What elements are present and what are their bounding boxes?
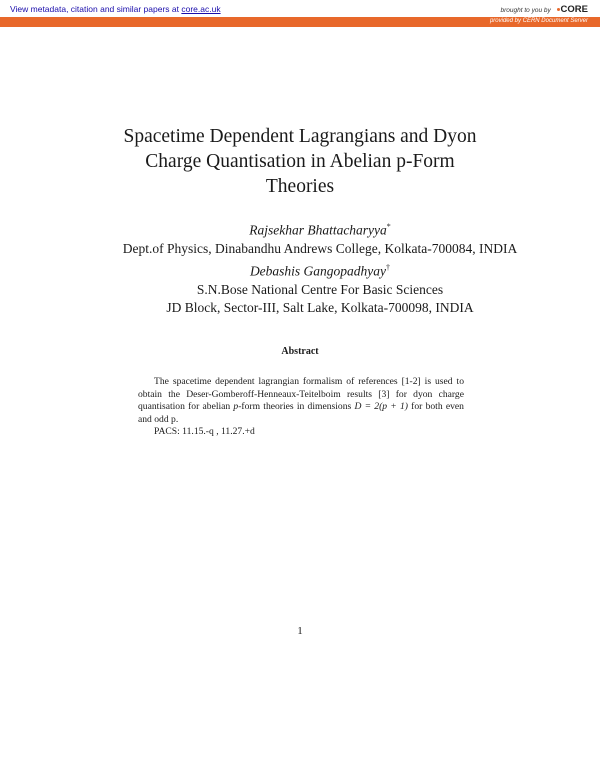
author-1 [60,218,580,240]
abstract-formula: D = 2(p + 1) [354,401,408,413]
core-logo[interactable] [557,4,588,15]
paper-title [100,124,500,199]
abstract-math-p: p [233,401,239,413]
abstract-text: The spacetime dependent lagrangian formalism of references [1-2] is used to obtain the Deser-Gomberoff-Henneaux-Teitelboim results [3] for dyon charge quantisation for abelian [138,376,464,413]
author-block [60,218,580,318]
core-metadata-link[interactable] [10,4,221,14]
author-mark: † [386,262,391,272]
affiliation-line: Dept.of Physics, Dinabandhu Andrews College, Kolkata-700084, INDIA [122,241,518,256]
core-logo-icon [557,8,560,11]
brought-by-text: brought to you by [500,7,551,14]
brought-to-you-by [501,4,589,15]
author-name: Debashis Gangopadhyay [249,263,387,278]
page-number: 1 [297,625,303,637]
author-name: Rajsekhar Bhattacharyya [249,222,387,238]
abstract-paragraph [138,376,464,426]
abstract-text: -form theories in dimensions [238,401,355,413]
pacs-line: PACS: 11.15.-q , 11.27.+d [154,426,255,438]
title-line: Charge Quantisation in Abelian p-Form [145,151,455,172]
provided-by-text: provided by CERN Document Server [489,18,588,24]
core-logo-text: CORE [560,4,588,15]
title-line: Theories [265,176,335,197]
author-mark: * [386,222,391,231]
affiliation-line: JD Block, Sector-III, Salt Lake, Kolkata-700098, INDIA [166,300,474,315]
core-banner [0,0,600,17]
abstract-text: for both even and odd p. [138,401,464,425]
author-2 [60,259,580,281]
core-link-prefix: View metadata, citation and similar papers at [10,4,182,14]
core-link-anchor[interactable]: core.ac.uk [181,4,221,14]
affiliation-line: S.N.Bose National Centre For Basic Sciences [196,281,444,297]
abstract-heading: Abstract [281,346,319,357]
title-line: Spacetime Dependent Lagrangians and Dyon [123,126,477,147]
abstract-body [138,376,464,439]
